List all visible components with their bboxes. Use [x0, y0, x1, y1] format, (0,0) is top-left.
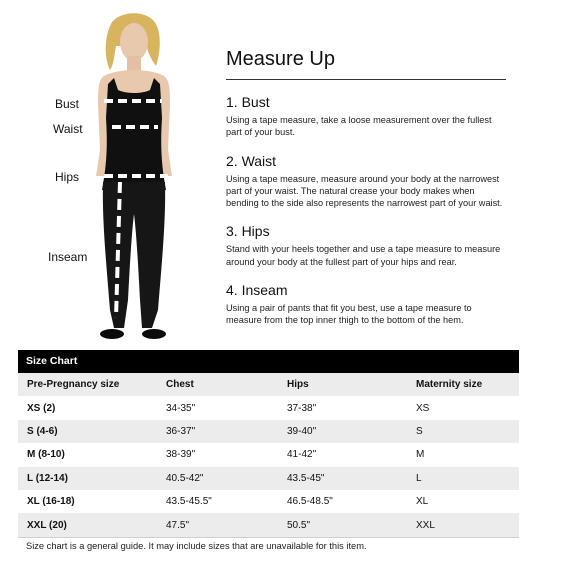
waist-label: Waist — [53, 122, 83, 136]
guide-title: Measure Up — [226, 48, 506, 80]
step-waist — [226, 153, 506, 210]
table-cell: XXL (20) — [18, 513, 157, 537]
step-heading: 3. Hips — [226, 223, 270, 240]
table-cell: XS — [407, 396, 519, 419]
step-bust — [226, 94, 506, 139]
column-header: Pre-Pregnancy size — [18, 373, 157, 396]
bust-label: Bust — [55, 97, 80, 111]
table-cell: 40.5-42" — [157, 467, 278, 490]
table-cell: XL — [407, 490, 519, 513]
table-cell: 43.5-45.5" — [157, 490, 278, 513]
step-text: Using a pair of pants that fit you best, use a tape measure to measure from the top inner thigh to the bottom of the hem. — [226, 303, 472, 326]
model-illustration — [0, 0, 215, 345]
table-row — [18, 467, 519, 490]
table-cell: M (8-10) — [18, 443, 157, 466]
model-figure — [0, 0, 215, 345]
table-header-row — [18, 373, 519, 396]
table-cell: L — [407, 467, 519, 490]
step-inseam — [226, 282, 506, 327]
table-cell: 41-42" — [278, 443, 407, 466]
measure-guide — [226, 48, 506, 327]
column-header: Chest — [157, 373, 278, 396]
inseam-label: Inseam — [48, 250, 88, 264]
step-text: Using a tape measure, measure around your body at the narrowest part of your waist. The natural crease your body makes when bending to the side also represents the narrowest part of your waist. — [226, 173, 503, 209]
size-chart — [18, 350, 519, 538]
table-row — [18, 513, 519, 537]
size-chart-footnote: Size chart is a general guide. It may include sizes that are unavailable for this item. — [26, 541, 367, 551]
table-cell: XL (16-18) — [18, 490, 157, 513]
column-header: Maternity size — [407, 373, 519, 396]
table-cell: 34-35" — [157, 396, 278, 419]
step-heading: 4. Inseam — [226, 282, 288, 299]
table-cell: XS (2) — [18, 396, 157, 419]
table-cell: 36-37" — [157, 420, 278, 443]
table-cell: XXL — [407, 513, 519, 537]
hips-label: Hips — [55, 170, 80, 184]
size-chart-table — [18, 373, 519, 538]
step-heading: 1. Bust — [226, 94, 270, 110]
step-text: Stand with your heels together and use a tape measure to measure around your body at the fullest part of your hips and rear. — [226, 244, 501, 267]
table-cell: 47.5" — [157, 513, 278, 537]
table-cell: S (4-6) — [18, 420, 157, 443]
table-cell: S — [407, 420, 519, 443]
table-cell: M — [407, 443, 519, 466]
table-cell: 38-39" — [157, 443, 278, 466]
step-heading: 2. Waist — [226, 152, 277, 169]
table-cell: L (12-14) — [18, 467, 157, 490]
size-chart-title: Size Chart — [18, 350, 519, 373]
table-row — [18, 396, 519, 419]
column-header: Hips — [278, 373, 407, 396]
table-cell: 43.5-45" — [278, 467, 407, 490]
table-cell: 50.5" — [278, 513, 407, 537]
table-cell: 46.5-48.5" — [278, 490, 407, 513]
step-hips — [226, 223, 506, 268]
step-text: Using a tape measure, take a loose measurement over the fullest part of your bust. — [226, 115, 492, 138]
table-row — [18, 490, 519, 513]
table-row — [18, 420, 519, 443]
table-cell: 39-40" — [278, 420, 407, 443]
table-cell: 37-38" — [278, 396, 407, 419]
table-row — [18, 443, 519, 466]
